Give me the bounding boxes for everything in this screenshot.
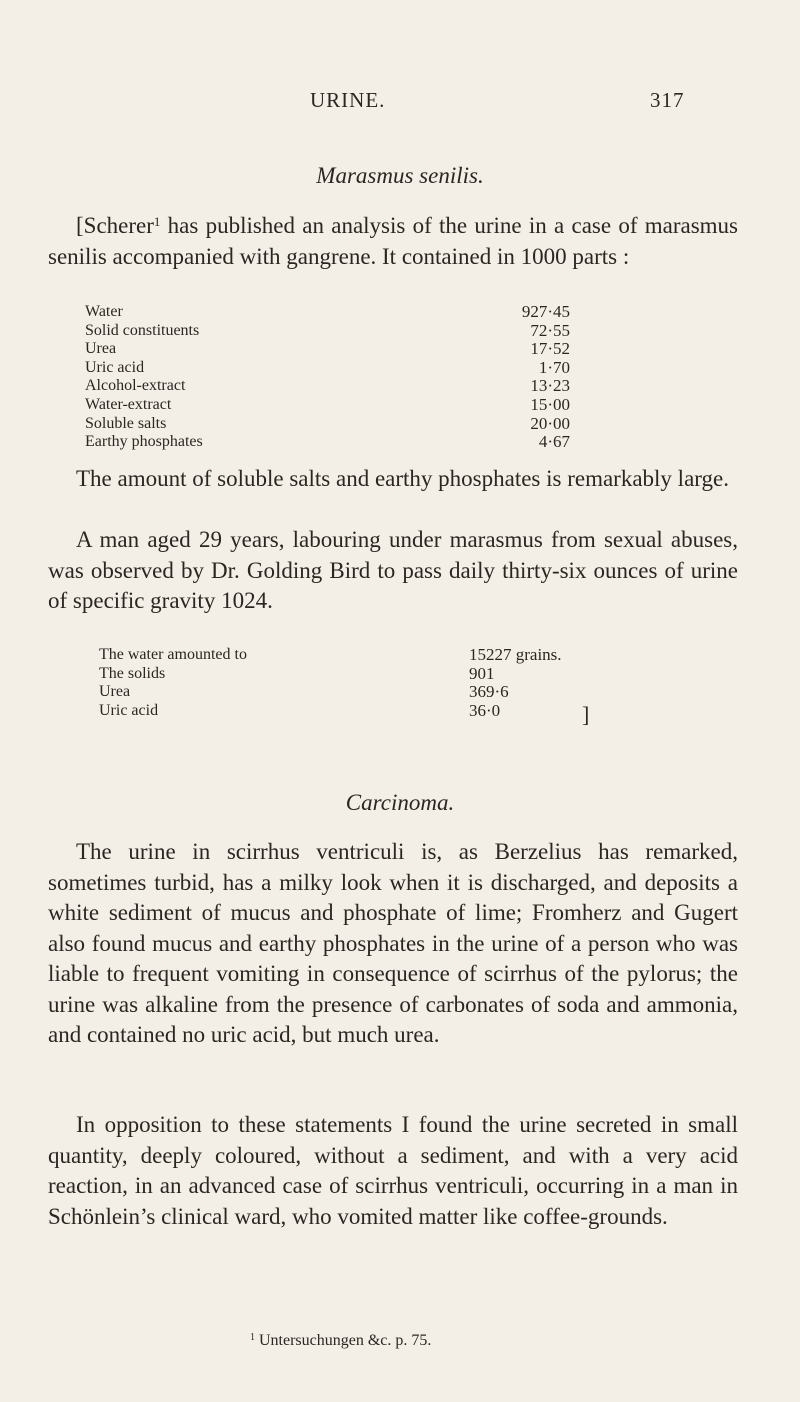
page-number: 317 (650, 88, 685, 112)
leader-dots (355, 377, 515, 396)
row-label: Water-extract (85, 395, 172, 413)
leader-dots (339, 683, 469, 702)
row-value: 13·23 (530, 376, 570, 396)
running-title: URINE. (310, 88, 386, 112)
paragraph-salts-text: The amount of soluble salts and earthy phosphates is remarkably large. (76, 466, 729, 491)
row-label: Alcohol-extract (85, 377, 186, 395)
closing-bracket: ] (582, 702, 590, 727)
leader-dots (355, 322, 515, 341)
table-row (85, 377, 570, 396)
row-label: Earthy phosphates (85, 433, 203, 451)
table-row (85, 303, 570, 322)
leader-dots (355, 433, 515, 452)
row-label: Soluble salts (85, 414, 167, 432)
intro-open: [Scherer (76, 213, 154, 238)
row-value: 36·0 (469, 700, 501, 720)
row-value: 927·45 (521, 302, 570, 321)
row-label: The solids (99, 664, 166, 682)
leader-dots (355, 396, 515, 415)
leader-dots (355, 340, 515, 359)
table-row (85, 322, 570, 341)
row-value: 1·70 (538, 357, 570, 377)
intro-paragraph (48, 211, 738, 272)
table-row (99, 665, 629, 684)
row-value: 15227 grains. (469, 645, 562, 664)
section-heading-marasmus: Marasmus senilis. (316, 163, 484, 188)
paragraph-opposition-text: In opposition to these statements I found the urine secreted in small quantity, deeply coloured, without a sediment, and with a very acid reaction, in an advanced case of scirrhus ventriculi, occurring in a man in Schönlein’s clinical ward, who vomited matter like coffee-grounds. (48, 1112, 738, 1229)
leader-dots (339, 665, 469, 684)
table-row (85, 340, 570, 359)
analysis-table (85, 303, 570, 452)
footnote (250, 1332, 431, 1350)
leader-dots (355, 415, 515, 434)
row-value: 901 (469, 663, 495, 683)
row-value: 369·6 (469, 682, 509, 702)
leader-dots (355, 359, 515, 378)
row-label: Urea (85, 340, 117, 358)
row-value: 17·52 (530, 339, 570, 359)
row-label: The water amounted to (99, 646, 247, 663)
paragraph-scirrhus (48, 837, 738, 1051)
paragraph-case (48, 525, 738, 617)
row-label: Solid constituents (85, 321, 200, 339)
paragraph-scirrhus-text: The urine in scirrhus ventriculi is, as Berzelius has remarked, sometimes turbid, has a milky look when it is discharged, and deposits a white sediment of mucus and phosphate of lime; Fromherz and Gugert also found mucus and earthy phosphates in the urine of a person who was liable to frequent vomiting in consequence of scirrhus of the pylorus; the urine was alkaline from the presence of carbonates of soda and ammonia, and contained no uric acid, but much urea. (48, 839, 738, 1047)
paragraph-opposition (48, 1110, 738, 1232)
row-label: Uric acid (85, 358, 145, 376)
row-label: Uric acid (99, 701, 159, 719)
section-heading-carcinoma: Carcinoma. (345, 790, 455, 815)
row-label: Water (85, 303, 123, 320)
row-value: 72·55 (530, 320, 570, 340)
row-value: 20·00 (530, 413, 570, 433)
table-row (85, 433, 570, 452)
leader-dots (355, 303, 515, 322)
row-label: Urea (99, 683, 131, 701)
footnote-text: Untersuchungen &c. p. 75. (255, 1332, 432, 1349)
running-head (0, 88, 800, 118)
intro-rest: has published an analysis of the urine in a case of marasmus senilis accompanied with gangrene. It contained in 1000 parts : (48, 213, 738, 269)
leader-dots (339, 702, 469, 721)
table-row (85, 396, 570, 415)
paragraph-salts (48, 464, 738, 495)
table-row (99, 702, 629, 721)
footnote-ref: 1 (153, 214, 161, 229)
row-value: 15·00 (530, 394, 570, 414)
footnote-marker: 1 (250, 1332, 255, 1343)
table-row (85, 359, 570, 378)
paragraph-case-text: A man aged 29 years, labouring under marasmus from sexual abuses, was observed by Dr. Golding Bird to pass daily thirty-six ounces of urine of specific gravity 1024. (48, 527, 738, 613)
daily-output-table (99, 646, 629, 720)
table-row (99, 646, 629, 665)
row-value: 4·67 (538, 432, 570, 452)
leader-dots (339, 646, 469, 665)
table-row (99, 683, 629, 702)
table-row (85, 415, 570, 434)
